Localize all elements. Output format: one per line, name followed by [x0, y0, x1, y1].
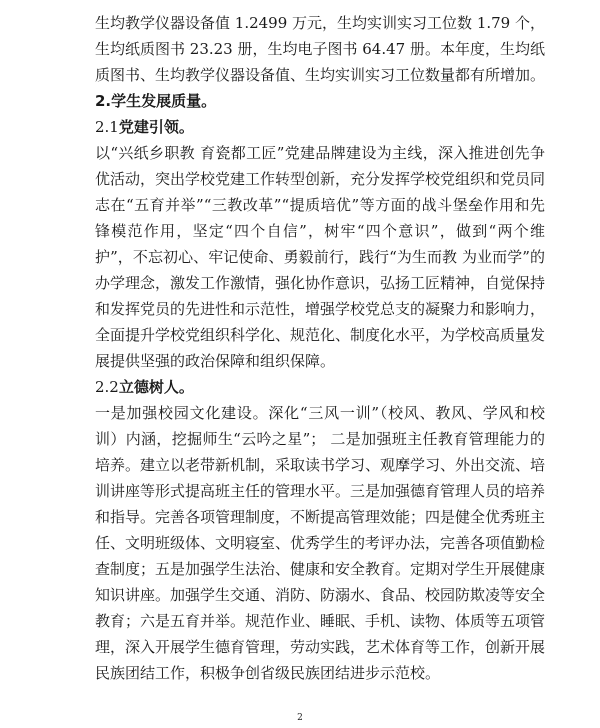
subsection-title: 党建引领。	[118, 118, 194, 136]
intro-paragraph: 生均教学仪器设备值 1.2499 万元，生均实训实习工位数 1.79 个，生均纸质图书 23.23 册，生均电子图书 64.47 册。本年度，生均纸质图书、生均教学仪器设备值、生均实训实习工位数量都有所增加。	[95, 14, 546, 84]
subsection-title: 立德树人。	[118, 378, 194, 396]
section-heading-student-development	[95, 88, 545, 114]
subsection-heading-moral-education	[95, 374, 545, 400]
subsection-number: 2.2	[95, 378, 119, 396]
document-body	[95, 10, 545, 686]
moral-education-paragraph: 一是加强校园文化建设。深化“三风一训”（校风、教风、学风和校训）内涵，挖掘师生“云吟之星”； 二是加强班主任教育管理能力的培养。建立以老带新机制，采取读书学习、观摩学习、外出交流、培训讲座等形式提高班主任的管理水平。三是加强德育管理人员的培养和指导。完善各项管理制度，不断提高管理效能；四是健全优秀班主任、文明班级体、文明寝室、优秀学生的考评办法，完善各项值勤检查制度；五是加强学生法治、健康和安全教育。定期对学生开展健康知识讲座。加强学生交通、消防、防溺水、食品、校园防欺凌等安全教育；六是五育并举。规范作业、睡眠、手机、读物、体质等五项管理，深入开展学生德育管理，劳动实践，艺术体育等工作，创新开展民族团结工作，积极争创省级民族团结进步示范校。	[95, 404, 546, 682]
subsection-heading-party-building	[95, 114, 545, 140]
party-building-paragraph: 以“兴纸乡职教 育瓷都工匠”党建品牌建设为主线，深入推进创先争优活动，突出学校党建工作转型创新，充分发挥学校党组织和党员同志在“五育并举”“三教改革”“提质培优”等方面的战斗堡垒作用和先锋模范作用，坚定“四个自信”，树牢“四个意识”，做到“两个维护”，不忘初心、牢记使命、勇毅前行，践行“为生而教 为业而学”的办学理念，激发工作激情，强化协作意识，弘扬工匠精神，自觉保持和发挥党员的先进性和示范性，增强学校党总支的凝聚力和影响力，全面提升学校党组织科学化、规范化、制度化水平，为学校高质量发展提供坚强的政治保障和组织保障。	[95, 144, 546, 370]
subsection-number: 2.1	[95, 118, 119, 136]
page-number: 2	[297, 713, 303, 723]
section-heading-text: 2.学生发展质量。	[95, 92, 217, 110]
